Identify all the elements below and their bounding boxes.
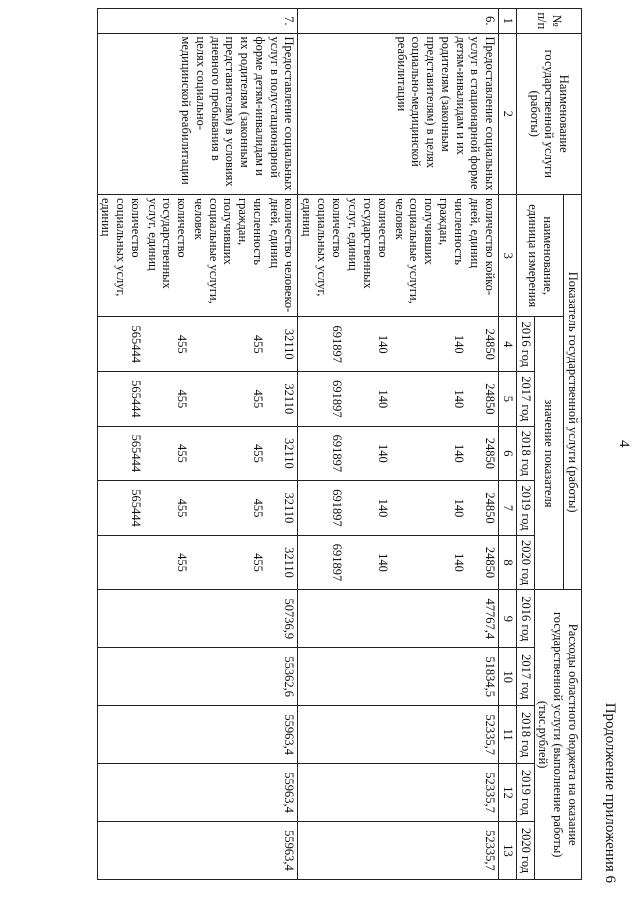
header-year: 2020 год: [517, 821, 535, 879]
indicator-value: 140: [391, 372, 467, 427]
indicator-name: количество государственных услуг, единиц: [144, 194, 190, 317]
budget-value: 51834,5: [298, 648, 499, 706]
indicator-value: 455: [190, 426, 266, 481]
indicator-value: 455: [144, 426, 190, 481]
col-index: 9: [499, 590, 517, 648]
header-year: 2020 год: [517, 535, 535, 590]
col-index: 7: [499, 481, 517, 536]
header-year: 2018 год: [517, 706, 535, 764]
appendix-note: Продолжение приложения 6: [602, 702, 618, 883]
col-index: 5: [499, 372, 517, 427]
services-table: [97, 8, 582, 880]
budget-value: 50736,9: [97, 590, 298, 648]
indicator-value: 455: [190, 317, 266, 372]
budget-value: 55362,6: [97, 648, 298, 706]
table-row: [266, 9, 298, 880]
indicator-value: 140: [345, 372, 391, 427]
budget-value: 55963,4: [97, 764, 298, 822]
indicator-value: [97, 535, 144, 590]
col-index: 3: [499, 194, 517, 317]
indicator-value: 140: [345, 426, 391, 481]
header-indicator-group: Показатель государственной услуги (работы): [564, 194, 582, 589]
header-year: 2017 год: [517, 648, 535, 706]
budget-value: 55963,4: [97, 706, 298, 764]
indicator-value: 140: [345, 481, 391, 536]
header-year: 2019 год: [517, 764, 535, 822]
header-year: 2016 год: [517, 317, 535, 372]
indicator-value: 140: [391, 426, 467, 481]
header-num: № п/п: [517, 9, 582, 34]
service-name: Предоставление социальных услуг в полустационарной форме детям-инвалидам и их родителям (законным представителям) в условиях дневного пребывания в целях социально-медицинской реабилитации: [97, 33, 298, 194]
row-number: 6.: [298, 9, 499, 34]
indicator-value: 455: [190, 481, 266, 536]
col-index: 10: [499, 648, 517, 706]
header-year: 2019 год: [517, 481, 535, 536]
indicator-value: 455: [144, 317, 190, 372]
indicator-value: 455: [144, 372, 190, 427]
indicator-value: 455: [144, 535, 190, 590]
header-service-name: Наименование государственной услуги (работы): [517, 33, 582, 194]
col-index: 4: [499, 317, 517, 372]
indicator-name: количество социальных услуг, единиц: [298, 194, 345, 317]
budget-value: 52335,7: [298, 764, 499, 822]
indicator-value: 140: [345, 317, 391, 372]
indicator-value: 565444: [97, 372, 144, 427]
header-budget-group: Расходы областного бюджета на оказание государственной услуги (выполнение работы) (тыс.рублей): [534, 590, 581, 880]
budget-value: 47767,4: [298, 590, 499, 648]
budget-value: 55963,4: [97, 821, 298, 879]
indicator-value: 455: [190, 535, 266, 590]
indicator-name: численность граждан, получивших социальные услуги, человек: [190, 194, 266, 317]
indicator-name: количество социальных услуг, единиц: [97, 194, 144, 317]
header-year: 2017 год: [517, 372, 535, 427]
header-indicator-name: наименование, единица измерения: [517, 194, 564, 317]
indicator-value: 32110: [266, 317, 298, 372]
budget-value: 52335,7: [298, 821, 499, 879]
col-index: 11: [499, 706, 517, 764]
header-year: 2016 год: [517, 590, 535, 648]
col-index: 8: [499, 535, 517, 590]
indicator-value: 24850: [467, 481, 499, 536]
indicator-name: численность граждан, получивших социальные услуги, человек: [391, 194, 467, 317]
indicator-value: 455: [144, 481, 190, 536]
table-row: [467, 9, 499, 880]
col-index: 2: [499, 33, 517, 194]
row-number: 7.: [97, 9, 298, 34]
indicator-value: 32110: [266, 426, 298, 481]
indicator-value: 24850: [467, 317, 499, 372]
indicator-value: 455: [190, 372, 266, 427]
col-index: 12: [499, 764, 517, 822]
indicator-value: 140: [345, 535, 391, 590]
indicator-value: 565444: [97, 426, 144, 481]
indicator-value: 691897: [298, 535, 345, 590]
col-index: 6: [499, 426, 517, 481]
indicator-value: 140: [391, 535, 467, 590]
indicator-value: 32110: [266, 481, 298, 536]
budget-value: 52335,7: [298, 706, 499, 764]
header-indicator-values: значение показателя: [534, 317, 564, 590]
indicator-value: 691897: [298, 481, 345, 536]
indicator-value: 24850: [467, 426, 499, 481]
indicator-value: 24850: [467, 535, 499, 590]
indicator-value: 691897: [298, 317, 345, 372]
indicator-value: 140: [391, 317, 467, 372]
indicator-name: количество человеко-дней, единиц: [266, 194, 298, 317]
header-year: 2018 год: [517, 426, 535, 481]
indicator-value: 32110: [266, 535, 298, 590]
col-index: 1: [499, 9, 517, 34]
col-index: 13: [499, 821, 517, 879]
indicator-value: 565444: [97, 317, 144, 372]
service-name: Предоставление социальных услуг в стационарной форме детям-инвалидам и их родителям (законным представителям) в целях социально-медицинской реабилитации: [298, 33, 499, 194]
indicator-value: 140: [391, 481, 467, 536]
indicator-value: 24850: [467, 372, 499, 427]
indicator-value: 32110: [266, 372, 298, 427]
indicator-name: количество государственных услуг, единиц: [345, 194, 391, 317]
indicator-value: 565444: [97, 481, 144, 536]
indicator-value: 691897: [298, 372, 345, 427]
indicator-value: 691897: [298, 426, 345, 481]
indicator-name: количество койко-дней, единиц: [467, 194, 499, 317]
page-number: 4: [616, 440, 632, 448]
